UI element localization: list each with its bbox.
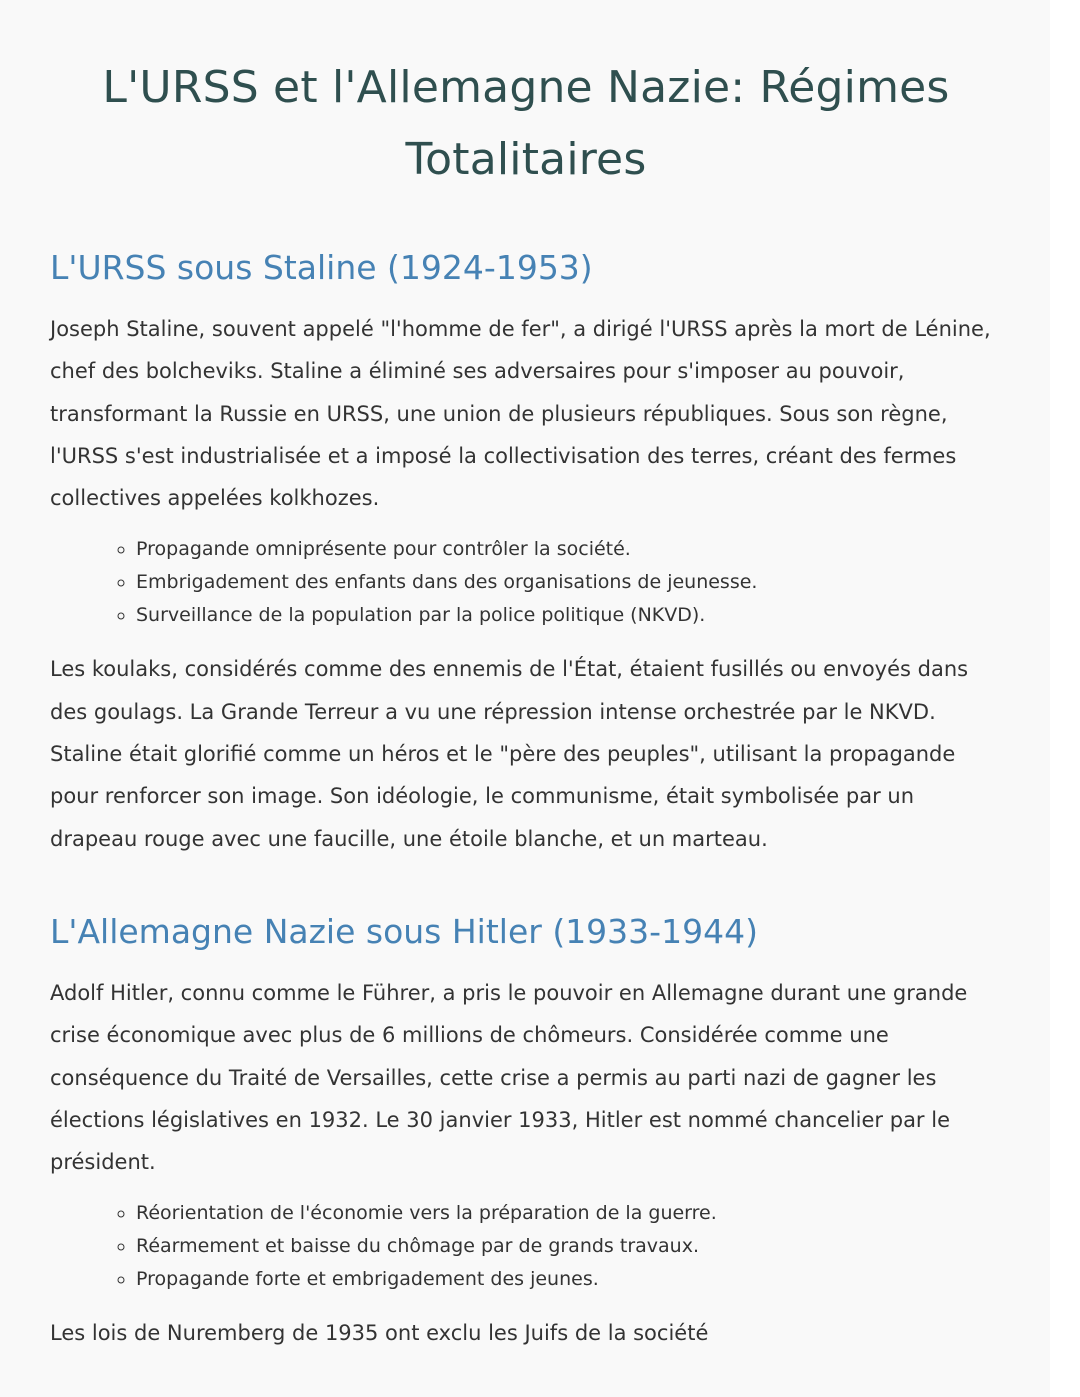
section-paragraph: Les koulaks, considérés comme des ennemis de l'État, étaient fusillés ou envoyés dans des goulags. La Grande Terreur a vu une répression intense orchestrée par le NKVD. Staline était glorifié comme un héros et le "père des peuples", utilisant la propagande pour renforcer son image. Son idéologie, le communisme, était symbolisée par un drapeau rouge avec une faucille, une étoile blanche, et un marteau. [50,657,969,851]
bullet-list [50,533,1002,632]
section-paragraph: Joseph Staline, souvent appelé "l'homme de fer", a dirigé l'URSS après la mort de Lénine, chef des bolcheviks. Staline a éliminé ses adversaires pour s'imposer au pouvoir, transformant la Russie en URSS, une union de plusieurs républiques. Sous son règne, l'URSS s'est industrialisée et a imposé la collectivisation des terres, créant des fermes collectives appelées kolkhozes. [50,317,991,511]
list-item: ◦ Propagande omniprésente pour contrôler la société. [136,533,1002,566]
bullet-list [50,1197,1002,1296]
list-item: ◦ Réarmement et baisse du chômage par de grands travaux. [136,1230,1002,1263]
section-paragraph: Les lois de Nuremberg de 1935 ont exclu les Juifs de la société [50,1321,709,1346]
list-item: ◦ Embrigadement des enfants dans des organisations de jeunesse. [136,566,1002,599]
list-item: ◦ Surveillance de la population par la police politique (NKVD). [136,599,1002,632]
section-heading-allemagne: L'Allemagne Nazie sous Hitler (1933-1944) [50,911,758,951]
list-item: ◦ Réorientation de l'économie vers la préparation de la guerre. [136,1197,1002,1230]
document-content [50,52,1002,1355]
section-paragraph: Adolf Hitler, connu comme le Führer, a pris le pouvoir en Allemagne durant une grande crise économique avec plus de 6 millions de chômeurs. Considérée comme une conséquence du Traité de Versailles, cette crise a permis au parti nazi de gagner les élections législatives en 1932. Le 30 janvier 1933, Hitler est nommé chancelier par le président. [50,980,968,1175]
page-title: L'URSS et l'Allemagne Nazie: Régimes Totalitaires [102,62,950,185]
section-heading-urss: L'URSS sous Staline (1924-1953) [50,248,593,287]
list-item: ◦ Propagande forte et embrigadement des jeunes. [136,1263,1002,1296]
